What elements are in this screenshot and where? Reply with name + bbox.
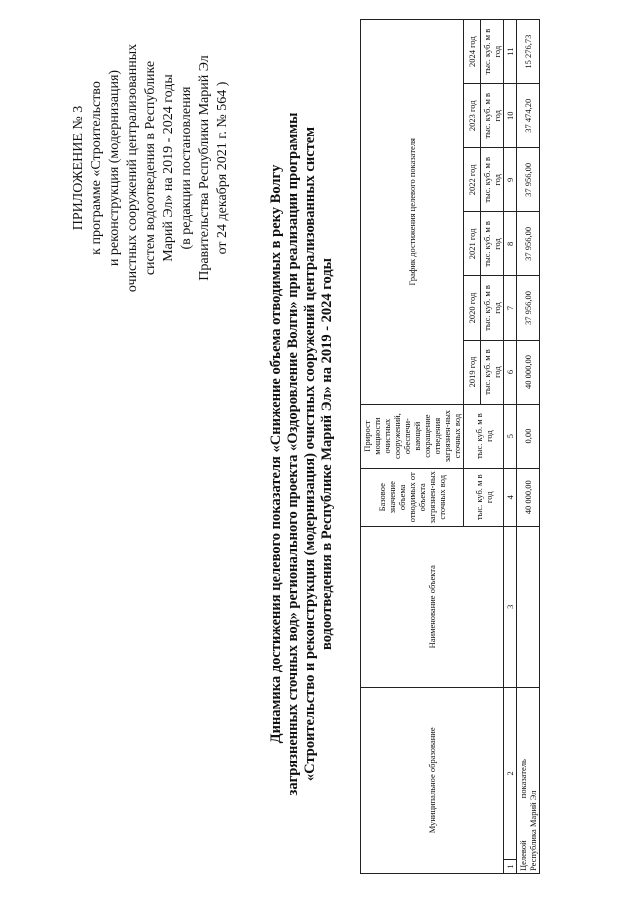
- column-number: 5: [504, 404, 517, 468]
- unit-cell: тыс. куб. м в год: [481, 84, 504, 148]
- header-base: Базовое значение объема отводимых от объекта загрязнен-ных сточных вод: [361, 468, 464, 526]
- year-header: 2024 год: [464, 20, 481, 84]
- title-line: Динамика достижения целевого показателя «Снижение объема отводимых в реку Волгу: [268, 164, 284, 744]
- unit-cell: тыс. куб. м в год: [481, 212, 504, 276]
- value-cell: 40 000,00: [517, 468, 540, 526]
- value-cell: 37 956,00: [517, 148, 540, 212]
- column-number: 6: [504, 340, 517, 404]
- appendix-line: ПРИЛОЖЕНИЕ № 3: [71, 105, 86, 231]
- column-number: 10: [504, 84, 517, 148]
- header-schedule: График достижения целевого показателя: [361, 20, 464, 405]
- indicator-table: [360, 19, 540, 874]
- column-number: 9: [504, 148, 517, 212]
- column-number: 2: [504, 687, 517, 859]
- column-number: 1: [504, 860, 517, 874]
- year-header: 2022 год: [464, 148, 481, 212]
- column-number: 4: [504, 468, 517, 526]
- appendix-line: от 24 декабря 2021 г. № 564 ): [215, 81, 230, 255]
- value-cell: 37 956,00: [517, 212, 540, 276]
- appendix-line: и реконструкция (модернизация): [107, 69, 122, 267]
- row-label-indicator: показатель: [518, 759, 528, 799]
- unit-cell: тыс. куб. м в год: [464, 468, 504, 526]
- value-cell: 15 276,73: [517, 20, 540, 84]
- document-title: [268, 44, 336, 864]
- title-line: водоотведения в Республике Марий Эл» на 2019 - 2024 годы: [319, 258, 335, 651]
- column-number: 3: [504, 526, 517, 687]
- column-number: 8: [504, 212, 517, 276]
- header-municipality: Муниципальное образование: [361, 687, 504, 873]
- header-growth: Прирост мощности очистных сооружений, обеспечи-вающей сокращение отведения загрязнен-ных сточных вод: [361, 404, 464, 468]
- year-header: 2020 год: [464, 276, 481, 340]
- title-line: «Строительство и реконструкция (модернизация) очистных сооружений централизованных систем: [302, 126, 318, 782]
- year-header: 2019 год: [464, 340, 481, 404]
- appendix-line: Правительства Республики Марий Эл: [197, 55, 212, 281]
- appendix-line: очистных сооружений централизованных: [125, 43, 140, 293]
- unit-cell: тыс. куб. м в год: [481, 148, 504, 212]
- title-line: загрязненных сточных вод» регионального проекта «Оздоровление Волги» при реализации программы: [285, 112, 301, 796]
- appendix-block: [70, 28, 232, 308]
- value-cell: 0,00: [517, 404, 540, 468]
- year-header: 2023 год: [464, 84, 481, 148]
- value-cell: 37 956,00: [517, 276, 540, 340]
- year-header: 2021 год: [464, 212, 481, 276]
- unit-cell: тыс. куб. м в год: [481, 20, 504, 84]
- value-cell: 40 000,00: [517, 340, 540, 404]
- header-object: Наименование объекта: [361, 526, 504, 687]
- unit-cell: тыс. куб. м в год: [464, 404, 504, 468]
- row-label-region: Республика Марий Эл: [528, 790, 538, 871]
- object-cell: [517, 526, 540, 687]
- appendix-line: Марий Эл» на 2019 - 2024 годы: [161, 74, 176, 262]
- row-label-cell: [517, 687, 540, 873]
- unit-cell: тыс. куб. м в год: [481, 340, 504, 404]
- appendix-line: к программе «Строительство: [89, 81, 104, 255]
- column-number: 7: [504, 276, 517, 340]
- row-label-target: Целевой: [518, 840, 528, 871]
- value-cell: 37 474,20: [517, 84, 540, 148]
- appendix-line: (в редакции постановления: [179, 86, 194, 250]
- column-number: 11: [504, 20, 517, 84]
- appendix-line: систем водоотведения в Республике: [143, 60, 158, 276]
- unit-cell: тыс. куб. м в год: [481, 276, 504, 340]
